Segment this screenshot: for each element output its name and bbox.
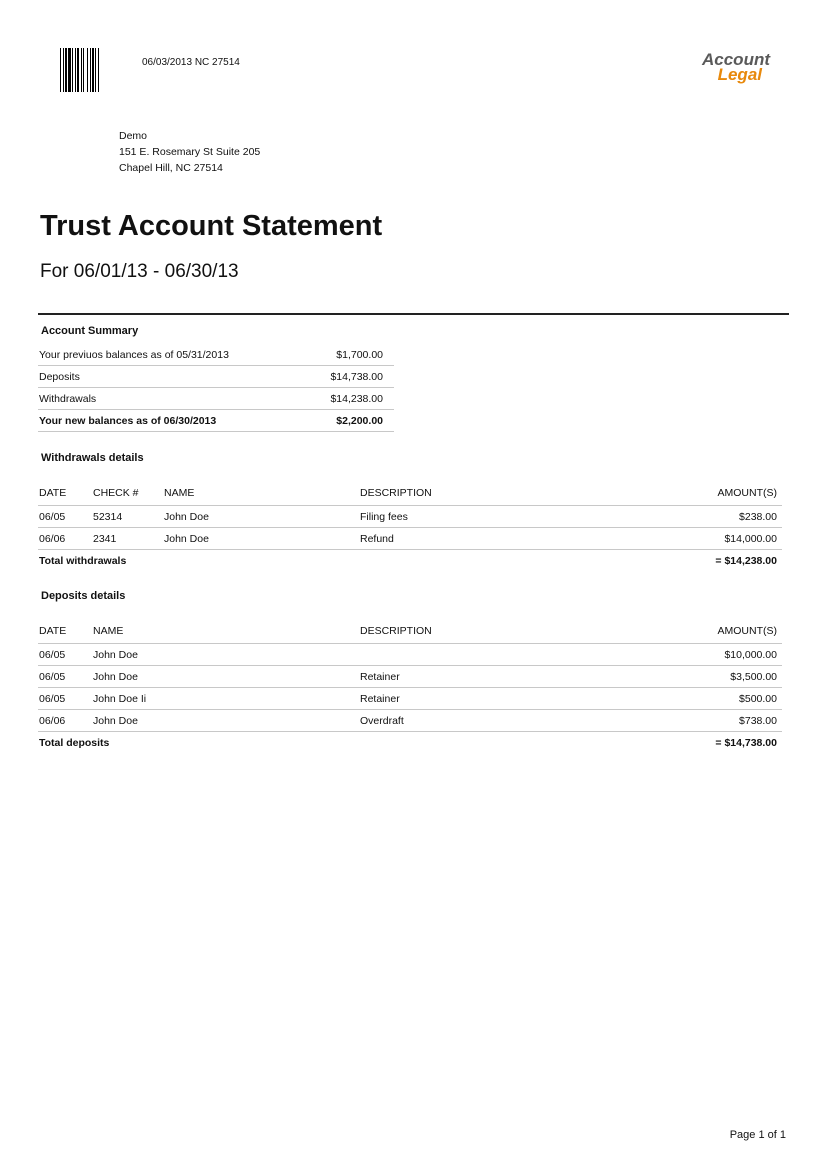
cell-name: John Doe xyxy=(92,644,359,666)
cell-date: 06/05 xyxy=(38,644,92,666)
address-city: Chapel Hill, NC 27514 xyxy=(119,162,223,174)
col-description: DESCRIPTION xyxy=(359,619,579,644)
cell-amount: $3,500.00 xyxy=(579,666,782,688)
cell-description: Refund xyxy=(359,528,579,550)
deposits-table xyxy=(38,619,782,753)
cell-name: John Doe xyxy=(92,710,359,732)
col-check: CHECK # xyxy=(92,481,163,506)
total-row xyxy=(38,732,782,754)
account-legal-logo xyxy=(690,52,770,82)
barcode-image xyxy=(60,48,112,92)
col-date: DATE xyxy=(38,619,92,644)
cell-description: Retainer xyxy=(359,666,579,688)
summary-amount: $14,738.00 xyxy=(304,366,394,388)
cell-amount: $10,000.00 xyxy=(579,644,782,666)
logo-line1: Account xyxy=(702,50,770,69)
table-row xyxy=(38,710,782,732)
summary-title: Account Summary xyxy=(41,325,139,337)
cell-description: Overdraft xyxy=(359,710,579,732)
cell-amount: $14,000.00 xyxy=(579,528,782,550)
cell-amount: $738.00 xyxy=(579,710,782,732)
cell-date: 06/05 xyxy=(38,666,92,688)
col-name: NAME xyxy=(163,481,359,506)
col-name: NAME xyxy=(92,619,359,644)
summary-label: Your new balances as of 06/30/2013 xyxy=(38,410,304,432)
summary-row xyxy=(38,344,394,366)
cell-check: 2341 xyxy=(92,528,163,550)
table-header-row xyxy=(38,619,782,644)
summary-amount: $2,200.00 xyxy=(304,410,394,432)
page-title: Trust Account Statement xyxy=(40,210,383,242)
withdrawals-title: Withdrawals details xyxy=(41,452,144,464)
col-date: DATE xyxy=(38,481,92,506)
logo-line2: Legal xyxy=(717,65,762,84)
summary-row-new-balance xyxy=(38,410,394,432)
address-name: Demo xyxy=(119,130,148,142)
cell-amount: $500.00 xyxy=(579,688,782,710)
total-amount: = $14,738.00 xyxy=(715,736,777,749)
table-row xyxy=(38,506,782,528)
total-label: Total deposits xyxy=(39,736,110,749)
col-amount: AMOUNT(S) xyxy=(579,481,782,506)
total-label: Total withdrawals xyxy=(39,554,127,567)
summary-row xyxy=(38,366,394,388)
col-description: DESCRIPTION xyxy=(359,481,579,506)
cell-name: John Doe Ii xyxy=(92,688,359,710)
table-row xyxy=(38,666,782,688)
summary-label: Deposits xyxy=(38,366,304,388)
table-header-row xyxy=(38,481,782,506)
cell-description: Retainer xyxy=(359,688,579,710)
cell-description: Filing fees xyxy=(359,506,579,528)
header-meta: 06/03/2013 NC 27514 xyxy=(142,57,240,68)
cell-name: John Doe xyxy=(163,528,359,550)
address-street: 151 E. Rosemary St Suite 205 xyxy=(119,146,261,158)
title-divider xyxy=(38,313,789,315)
withdrawals-table xyxy=(38,481,782,571)
summary-label: Withdrawals xyxy=(38,388,304,410)
table-row xyxy=(38,688,782,710)
summary-row xyxy=(38,388,394,410)
col-amount: AMOUNT(S) xyxy=(579,619,782,644)
summary-amount: $14,238.00 xyxy=(304,388,394,410)
summary-table xyxy=(38,344,394,432)
table-row xyxy=(38,644,782,666)
cell-name: John Doe xyxy=(163,506,359,528)
cell-name: John Doe xyxy=(92,666,359,688)
recipient-address xyxy=(119,128,260,176)
total-amount: = $14,238.00 xyxy=(715,554,777,567)
cell-date: 06/05 xyxy=(38,506,92,528)
total-row xyxy=(38,550,782,572)
deposits-title: Deposits details xyxy=(41,590,126,602)
cell-description xyxy=(359,644,579,666)
statement-period: For 06/01/13 - 06/30/13 xyxy=(40,261,239,282)
summary-amount: $1,700.00 xyxy=(304,344,394,366)
cell-date: 06/06 xyxy=(38,528,92,550)
cell-check: 52314 xyxy=(92,506,163,528)
cell-date: 06/05 xyxy=(38,688,92,710)
cell-date: 06/06 xyxy=(38,710,92,732)
summary-label: Your previuos balances as of 05/31/2013 xyxy=(38,344,304,366)
cell-amount: $238.00 xyxy=(579,506,782,528)
table-row xyxy=(38,528,782,550)
page-number: Page 1 of 1 xyxy=(729,1129,786,1141)
